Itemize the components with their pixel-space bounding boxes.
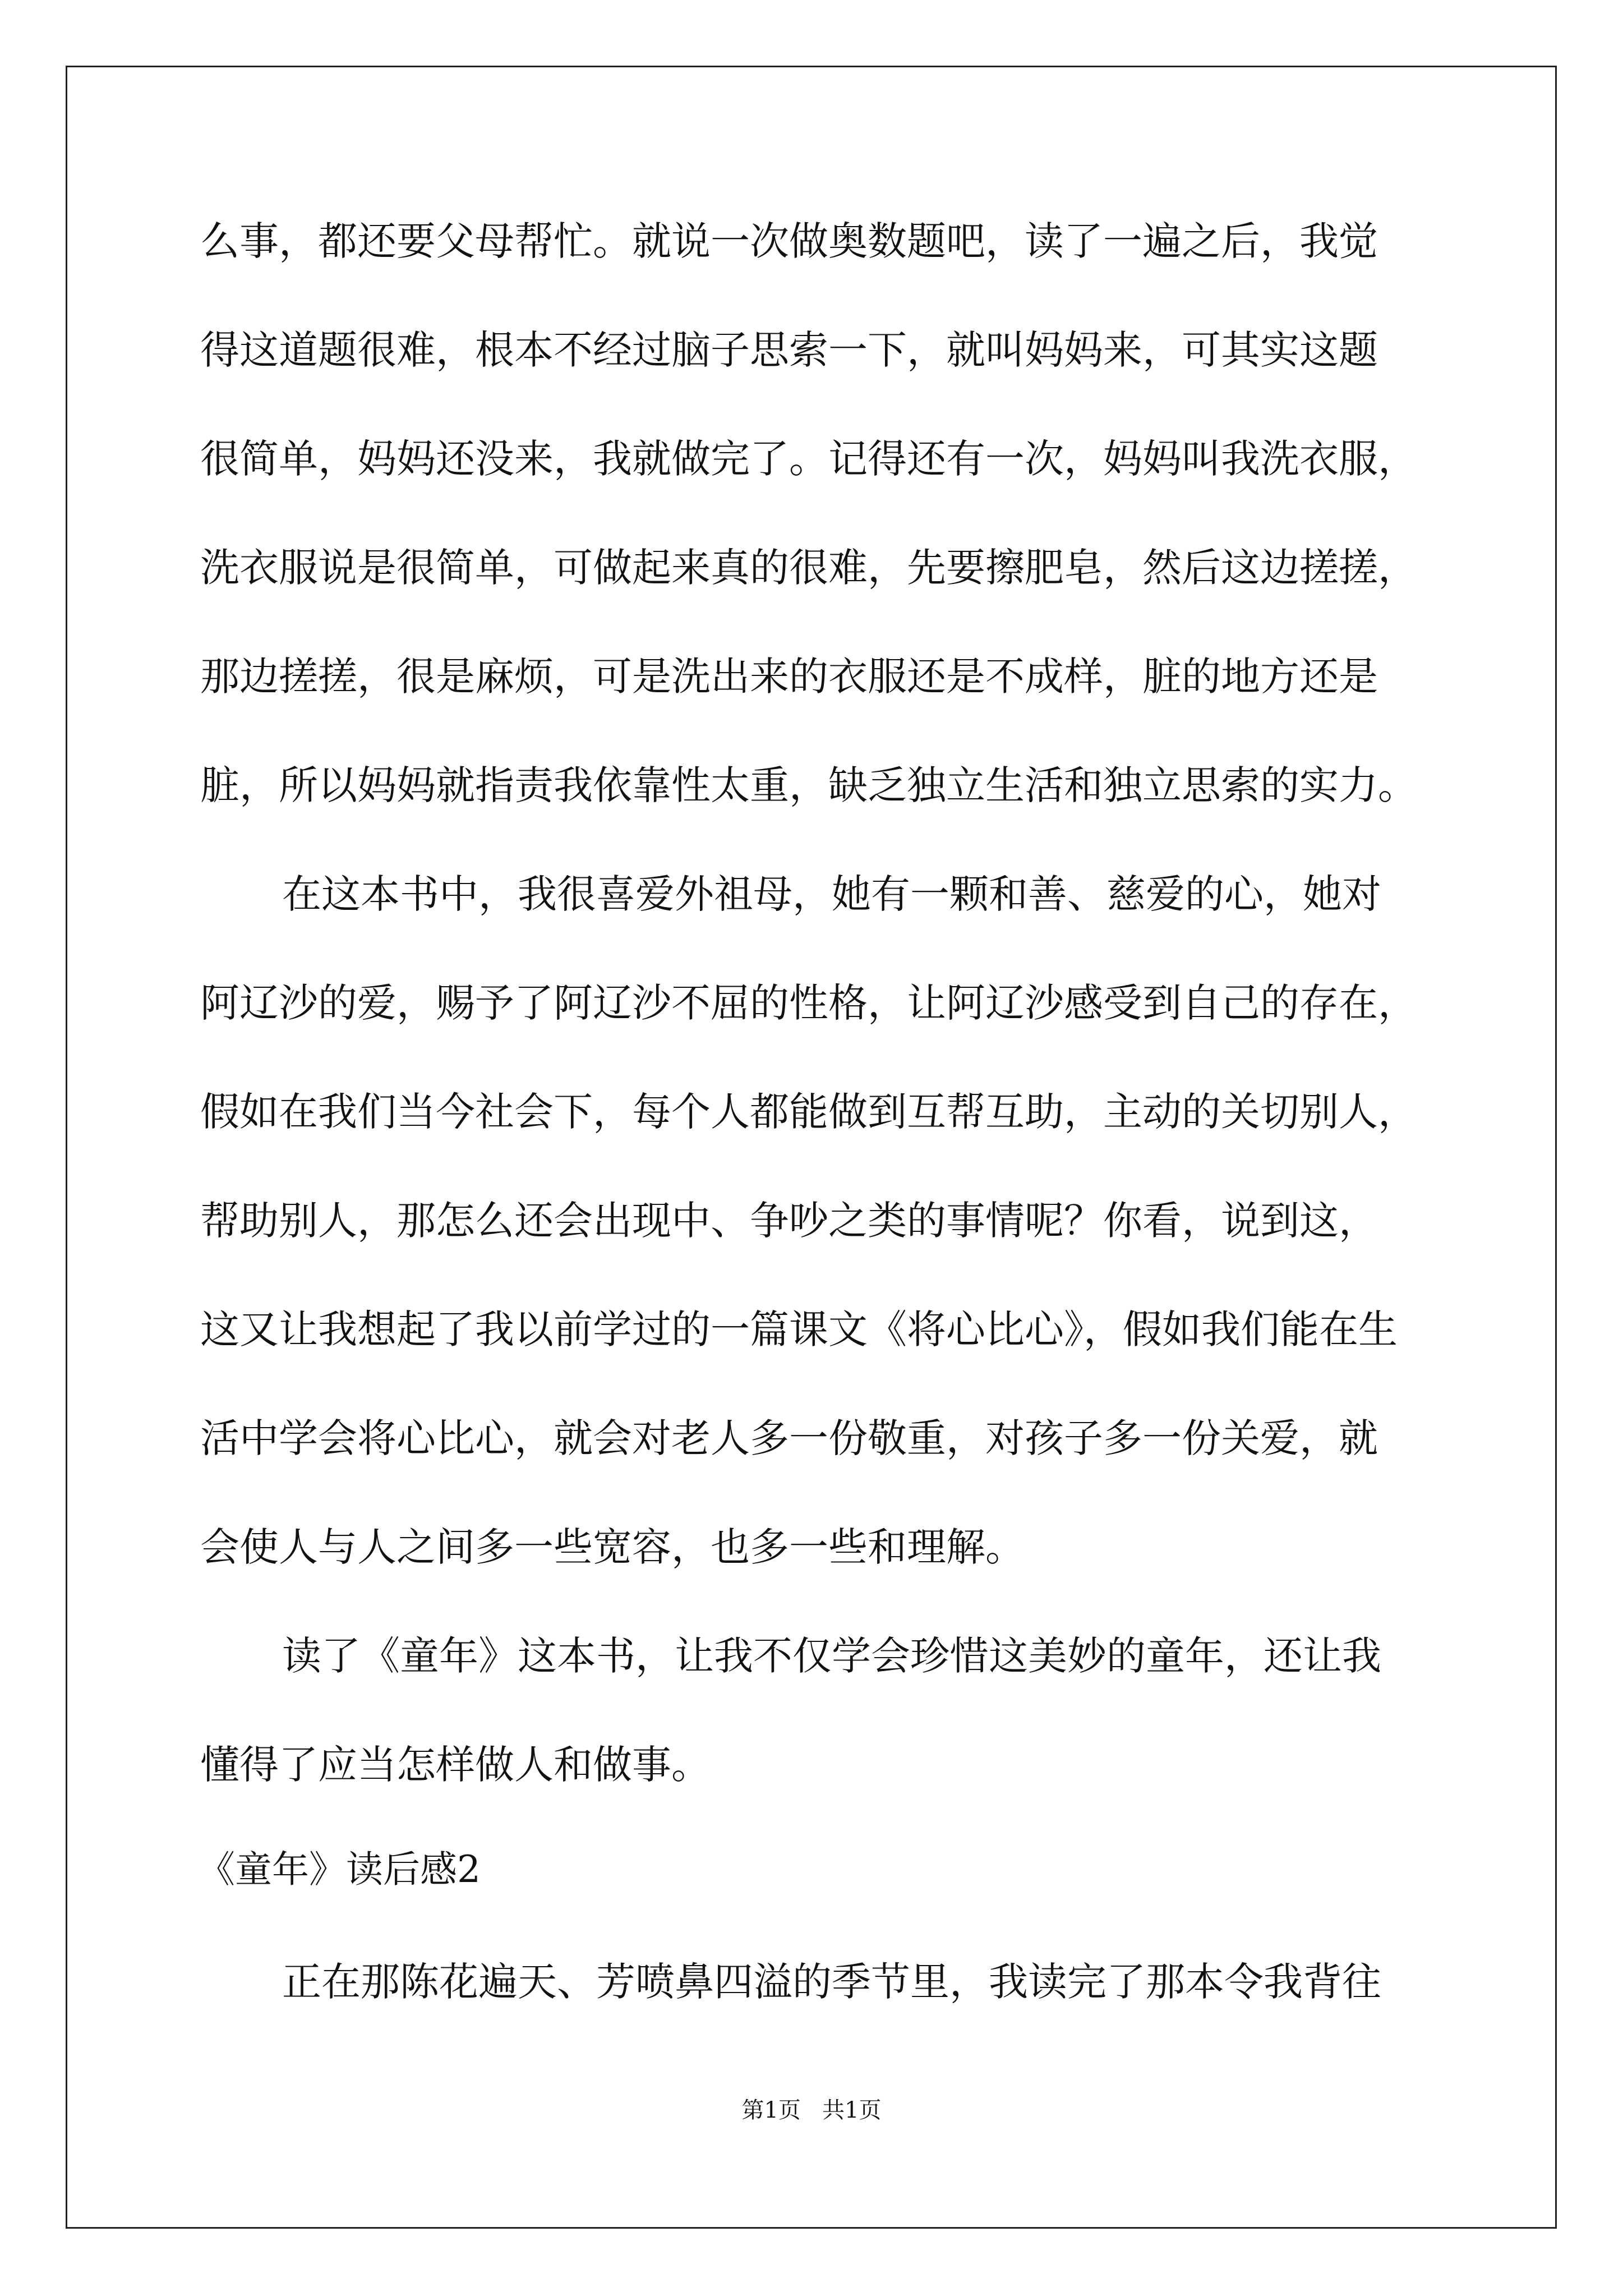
paragraph-line: 么事，都还要父母帮忙。就说一次做奥数题吧，读了一遍之后，我觉	[200, 218, 1378, 264]
paragraph-line: 假如在我们当今社会下，每个人都能做到互帮互助，主动的关切别人，	[200, 1089, 1417, 1135]
paragraph-line: 那边搓搓，很是麻烦，可是洗出来的衣服还是不成样，脏的地方还是	[200, 654, 1378, 700]
paragraph-line: 洗衣服说是很简单，可做起来真的很难，先要擦肥皂，然后这边搓搓，	[200, 545, 1417, 591]
paragraph-line: 很简单，妈妈还没来，我就做完了。记得还有一次，妈妈叫我洗衣服，	[200, 436, 1417, 482]
section-heading: 《童年》读后感2	[198, 1848, 481, 1891]
paragraph-line: 会使人与人之间多一些宽容，也多一些和理解。	[200, 1524, 1025, 1570]
page-border	[66, 66, 1557, 2229]
paragraph-line: 活中学会将心比心，就会对老人多一份敬重，对孩子多一份关爱，就	[200, 1415, 1378, 1461]
paragraph-line: 阿辽沙的爱，赐予了阿辽沙不屈的性格，让阿辽沙感受到自己的存在，	[200, 980, 1417, 1026]
paragraph-line: 懂得了应当怎样做人和做事。	[200, 1742, 711, 1788]
paragraph-line: 正在那陈花遍天、芳喷鼻四溢的季节里，我读完了那本令我背往	[282, 1959, 1381, 2005]
paragraph-line: 脏，所以妈妈就指责我依靠性太重，缺乏独立生活和独立思索的实力。	[200, 762, 1417, 808]
paragraph-line: 这又让我想起了我以前学过的一篇课文《将心比心》，假如我们能在生	[200, 1306, 1398, 1352]
paragraph-line: 读了《童年》这本书，让我不仅学会珍惜这美妙的童年，还让我	[282, 1633, 1381, 1679]
paragraph-line: 帮助别人，那怎么还会出现中、争吵之类的事情呢？你看，说到这，	[200, 1198, 1378, 1244]
page-footer: 第1页 共1页	[741, 2097, 882, 2123]
paragraph-line: 在这本书中，我很喜爱外祖母，她有一颗和善、慈爱的心，她对	[282, 871, 1381, 917]
paragraph-line: 得这道题很难，根本不经过脑子思索一下，就叫妈妈来，可其实这题	[200, 327, 1378, 373]
